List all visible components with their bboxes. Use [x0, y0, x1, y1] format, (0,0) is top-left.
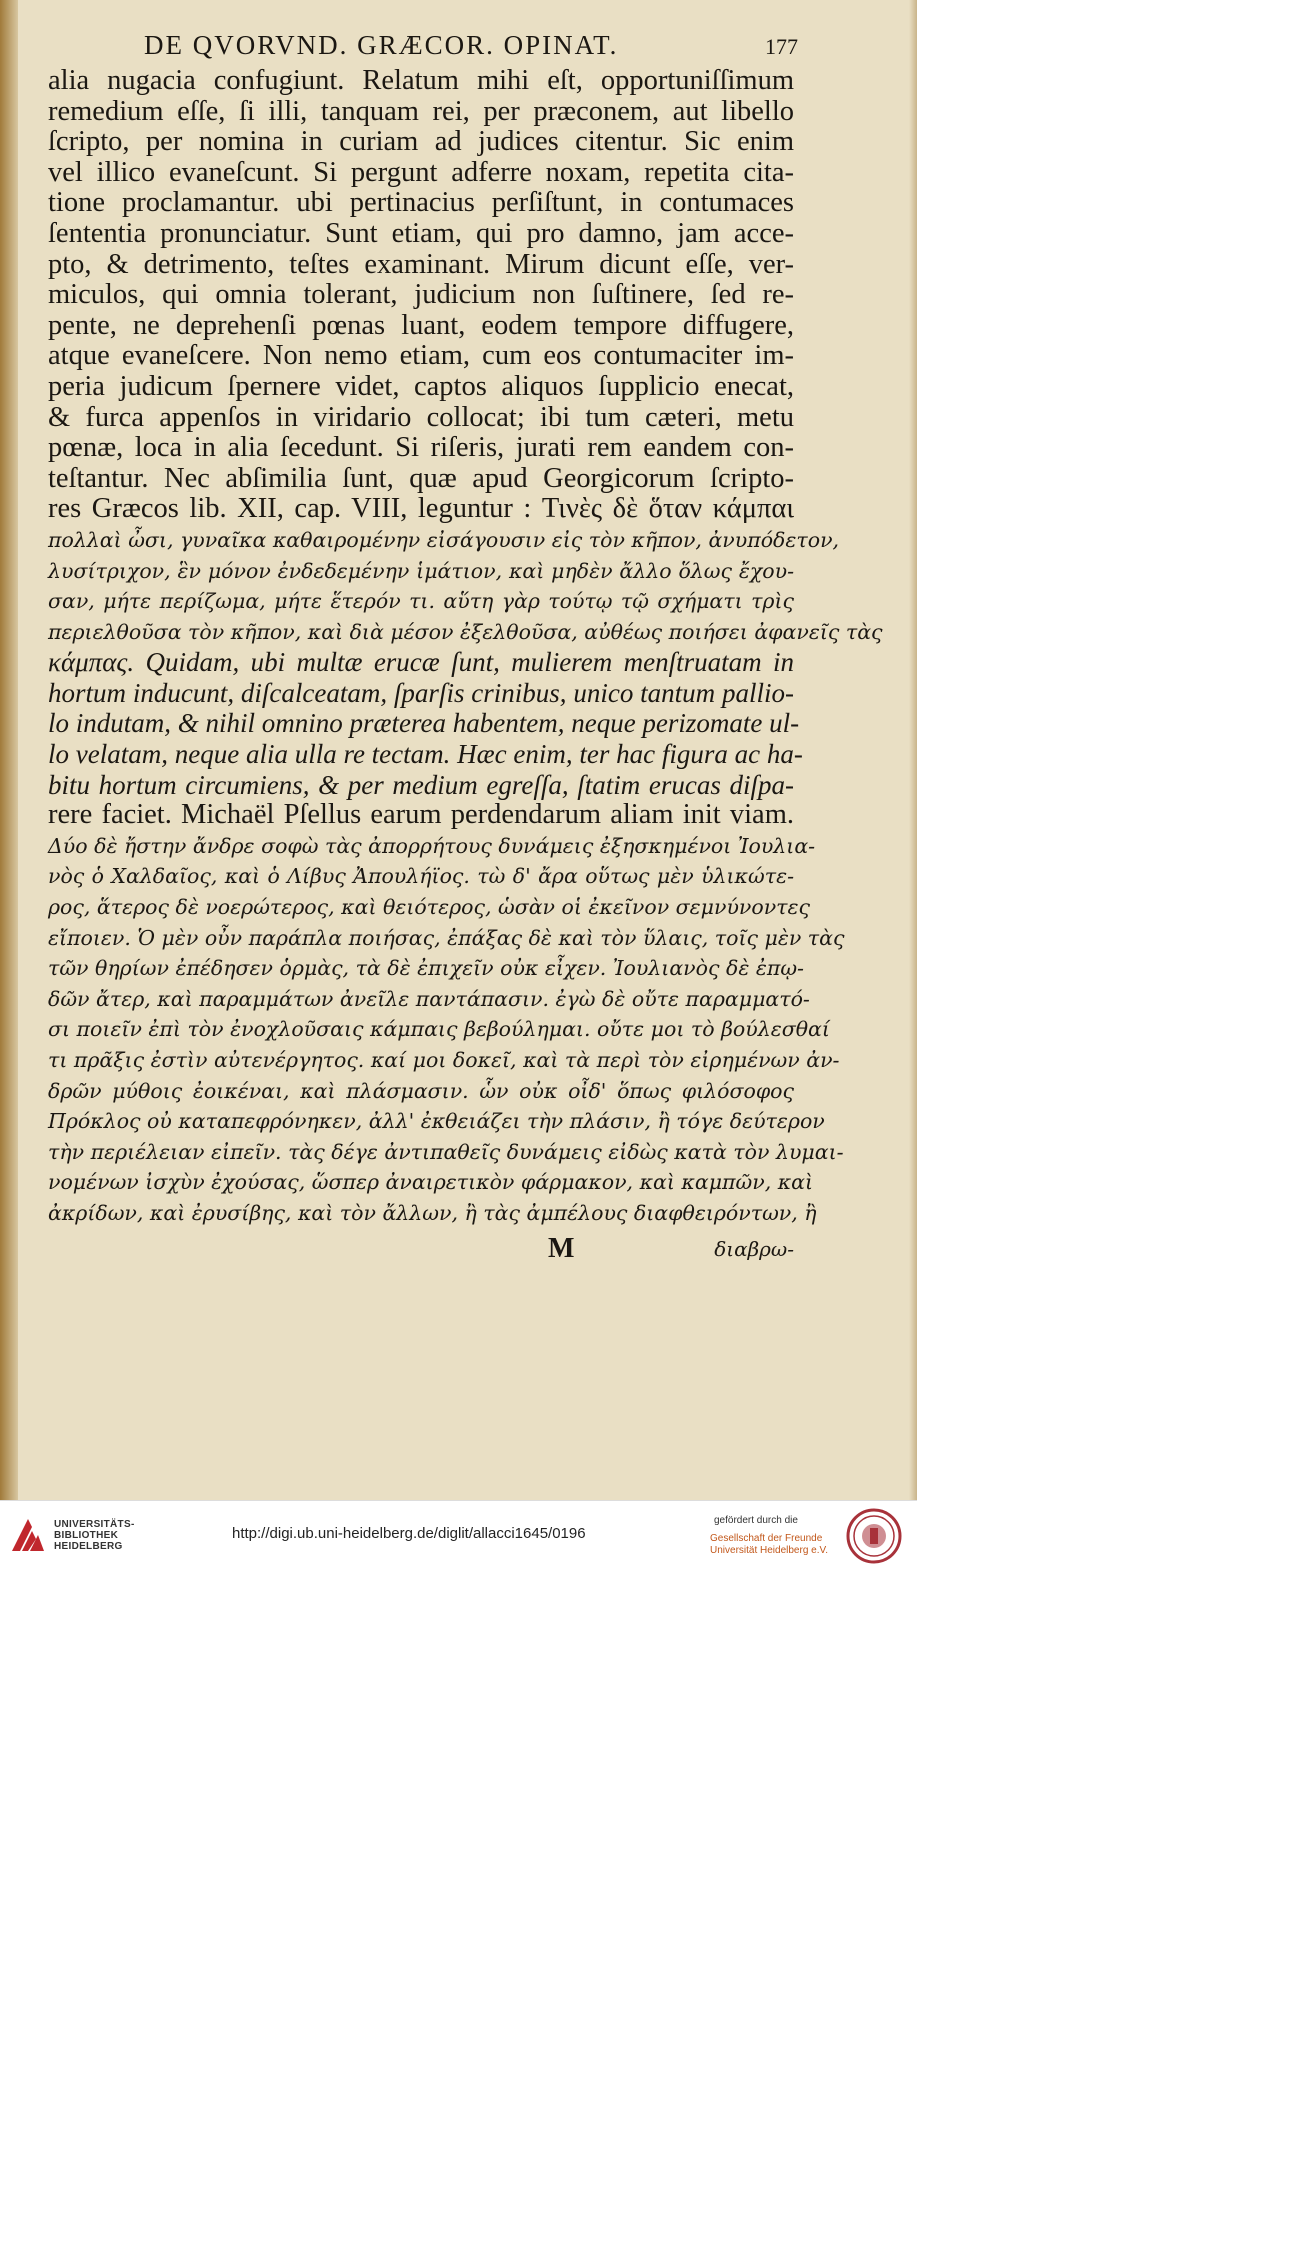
- text-line: Πρόκλος οὐ καταπεφρόνηκεν, ἀλλ' ἐκθειάζει τὴν πλάσιν, ἢ τόγε δεύτερον: [48, 1109, 825, 1134]
- text-line: alia nugacia confugiunt. Relatum mihi eſt, opportuniſſimum: [48, 65, 794, 96]
- text-line: τι πρᾶξις ἐστὶν αὐτενέργητος. καί μοι δοκεῖ, καὶ τὰ περὶ τὸν εἰρημένων ἀν-: [48, 1048, 840, 1072]
- sponsor-name-line: Universität Heidelberg e.V.: [710, 1545, 829, 1556]
- library-name-line: UNIVERSITÄTS-: [54, 1519, 135, 1530]
- text-line: πολλαὶ ὦσι, γυναῖκα καθαιρομένην εἰσάγουσιν εἰς τὸν κῆπον, ἀνυπόδετον,: [48, 527, 840, 552]
- library-name-line: BIBLIOTHEK: [54, 1530, 119, 1541]
- permalink-url[interactable]: http://digi.ub.uni-heidelberg.de/diglit/allacci1645/0196: [232, 1525, 586, 1542]
- text-line: res Græcos lib. XII, cap. VIII, leguntur : Τινὲς δὲ ὅταν κάμπαι: [48, 493, 794, 525]
- running-head: [144, 30, 798, 66]
- body-text: [48, 65, 883, 1229]
- sponsor-name[interactable]: [710, 1533, 828, 1557]
- text-line: ρος, ἅτερος δὲ νοερώτερος, καὶ θειότερος, ὡσὰν οἱ ἐκεῖνον σεμνύνοντες: [48, 895, 811, 920]
- text-line: teſtantur. Nec abſimilia ſunt, quæ apud Georgicorum ſcripto-: [48, 462, 794, 494]
- page-number: 177: [765, 34, 798, 59]
- text-line: lo velatam, neque alia ulla re tectam. Hæc enim, ter hac figura ac ha-: [48, 739, 803, 770]
- text-line: λυσίτριχον, ἓν μόνον ἐνδεδεμένην ἱμάτιον, καὶ μηδὲν ἄλλο ὅλως ἔχου-: [48, 558, 794, 583]
- text-line: Δύο δὲ ἤστην ἄνδρε σοφὼ τὰς ἀπορρήτους δυνάμεις ἐξησκημένοι Ἰουλια-: [48, 833, 816, 858]
- running-head-title: DE QVORVND. GRÆCOR. OPINAT.: [144, 30, 619, 60]
- text-line: miculos, qui omnia tolerant, judicium non ſuſtinere, ſed re-: [48, 279, 794, 311]
- text-line: bitu hortum circumiens, & per medium egreſſa, ſtatim erucas diſpa-: [48, 769, 794, 800]
- sponsor-label: gefördert durch die: [714, 1515, 798, 1526]
- scanned-page: [0, 0, 917, 1500]
- text-line: εἴποιεν. Ὁ μὲν οὖν παράπλα ποιήσας, ἐπάξας δὲ καὶ τὸν ὕλαις, τοῖς μὲν τὰς: [48, 925, 845, 950]
- page-edge-left: [0, 0, 18, 1500]
- text-line: νομένων ἰσχὺν ἐχούσας, ὥσπερ ἀναιρετικὸν φάρμακον, καὶ καμπῶν, καὶ: [48, 1170, 814, 1195]
- catchword-row: [48, 1231, 794, 1267]
- text-line: rere faciet. Michaël Pſellus earum perdendarum aliam init viam.: [48, 799, 794, 831]
- text-line: remedium eſſe, ſi illi, tanquam rei, per præconem, aut libello: [48, 95, 794, 127]
- page-edge-right: [909, 0, 917, 1500]
- text-line: κάμπας. Quidam, ubi multæ erucæ ſunt, mulierem menſtruatam in: [48, 647, 794, 678]
- text-line: pente, ne deprehenſi pœnas luant, eodem tempore diffugere,: [48, 309, 794, 341]
- text-line: ſententia pronunciatur. Sunt etiam, qui pro damno, jam acce-: [48, 217, 794, 249]
- text-line: lo indutam, & nihil omnino præterea habentem, neque perizomate ul-: [48, 708, 800, 739]
- text-line: peria judicum ſpernere videt, captos aliquos ſupplicio enecat,: [48, 370, 794, 402]
- footer-bar: [0, 1500, 917, 1569]
- text-line: ἀκρίδων, καὶ ἐρυσίβης, καὶ τὸν ἄλλων, ἢ τὰς ἀμπέλους διαφθειρόντων, ἢ: [48, 1200, 817, 1225]
- text-line: σαν, μήτε περίζωμα, μήτε ἕτερόν τι. αὕτη γὰρ τούτῳ τῷ σχήματι τρὶς: [48, 589, 794, 614]
- sponsor-name-line: Gesellschaft der Freunde: [710, 1533, 823, 1544]
- text-line: σι ποιεῖν ἐπὶ τὸν ἐνοχλοῦσαις κάμπαις βεβούλημαι. οὔτε μοι τὸ βούλεσθαί: [48, 1017, 830, 1042]
- library-name-line: HEIDELBERG: [54, 1541, 123, 1552]
- text-line: vel illico evaneſcunt. Si pergunt adferre noxam, repetita cita-: [48, 156, 794, 188]
- text-line: δῶν ἄτερ, καὶ παραμμάτων ἀνεῖλε παντάπασιν. ἐγὼ δὲ οὔτε παραμματό-: [48, 986, 810, 1011]
- text-line: τὴν περιέλειαν εἰπεῖν. τὰς δέγε ἀντιπαθεῖς δυνάμεις εἰδὼς κατὰ τὸν λυμαι-: [48, 1139, 844, 1164]
- text-line: τῶν θηρίων ἐπέδησεν ὁρμὰς, τὰ δὲ ἐπιχεῖν οὐκ εἶχεν. Ἰουλιανὸς δὲ ἐπῳ-: [48, 956, 804, 981]
- text-line: νὸς ὁ Χαλδαῖος, καὶ ὁ Λίβυς Ἀπουλήϊος. τὼ δ' ἄρα οὕτως μὲν ὑλικώτε-: [48, 864, 794, 889]
- text-line: pto, & detrimento, teſtes examinant. Mirum dicunt eſſe, ver-: [48, 248, 794, 280]
- text-line: tione proclamantur. ubi pertinacius perſiſtunt, in contumaces: [48, 187, 794, 219]
- text-block: [48, 30, 883, 1267]
- library-name: [54, 1519, 135, 1552]
- catchword: διαβρω-: [714, 1236, 794, 1261]
- text-line: pœnæ, loca in alia ſecedunt. Si riſeris, jurati rem eandem con-: [48, 432, 794, 464]
- text-line: περιελθοῦσα τὸν κῆπον, καὶ διὰ μέσον ἐξελθοῦσα, αὐθέως ποιήσει ἀφανεῖς τὰς: [48, 619, 883, 644]
- text-line: hortum inducunt, diſcalceatam, ſparſis crinibus, unico tantum pallio-: [48, 677, 794, 708]
- signature-mark: M: [548, 1232, 575, 1264]
- text-line: & furca appenſos in viridario collocat; ibi tum cæteri, metu: [48, 401, 794, 433]
- text-line: δρῶν μύθοις ἐοικέναι, καὶ πλάσμασιν. ὧν οὐκ οἶδ' ὅπως φιλόσοφος: [48, 1078, 794, 1103]
- university-library-logo-icon: [8, 1515, 48, 1555]
- university-seal-icon: [846, 1508, 902, 1564]
- text-line: atque evaneſcere. Non nemo etiam, cum eos contumaciter im-: [48, 340, 794, 372]
- text-line: ſcripto, per nomina in curiam ad judices citentur. Sic enim: [48, 126, 794, 158]
